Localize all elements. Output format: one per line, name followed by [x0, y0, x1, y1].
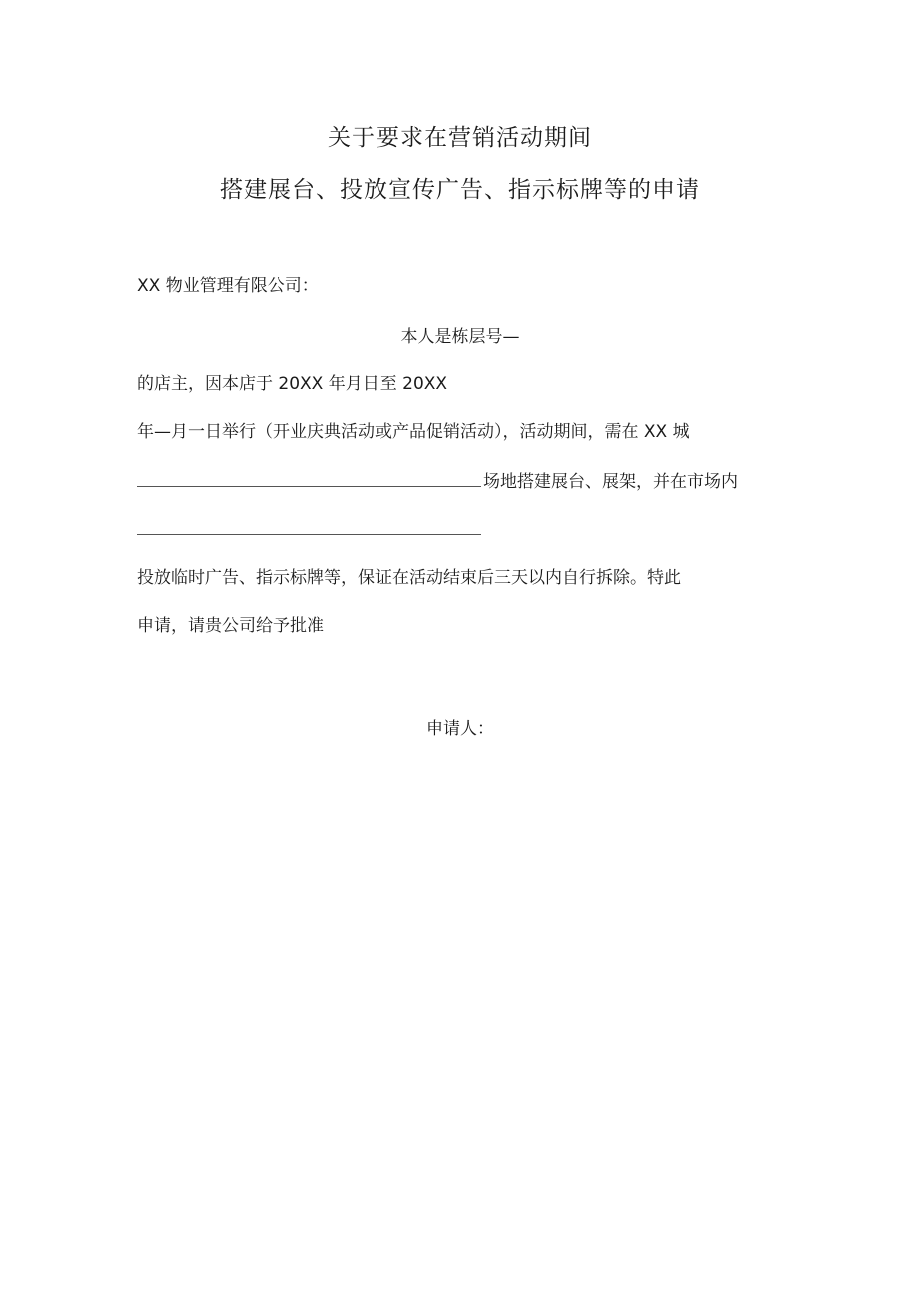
- title-line-1: 关于要求在营销活动期间: [328, 125, 592, 151]
- content-line-2: 申请，请贵公司给予批准: [137, 616, 324, 636]
- content-line-1: 投放临时广告、指示标牌等，保证在活动结束后三天以内自行拆除。特此: [137, 568, 681, 588]
- dates-line: 年—月一日举行（开业庆典活动或产品促销活动），活动期间，需在 XX 城: [137, 422, 690, 442]
- market-location-blank: [137, 516, 481, 535]
- market-location-line: [137, 516, 483, 542]
- intro-line: 本人是栋层号—: [400, 327, 520, 347]
- addressee: XX 物业管理有限公司：: [137, 276, 319, 296]
- venue-text: 场地搭建展台、展架，并在市场内: [483, 472, 738, 492]
- applicant-label: 申请人：: [426, 719, 494, 739]
- title-line-2: 搭建展台、投放宣传广告、指示标牌等的申请: [220, 177, 700, 203]
- venue-blank: [137, 468, 481, 487]
- venue-line: [137, 468, 738, 494]
- owner-line: 的店主，因本店于 20XX 年月日至 20XX: [137, 374, 448, 394]
